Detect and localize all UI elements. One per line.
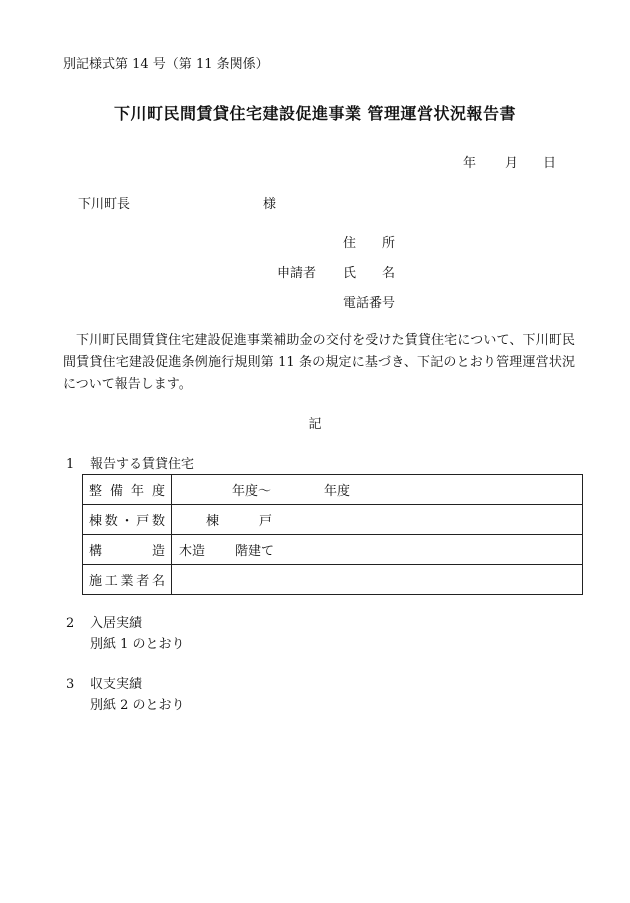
label-char: 整	[89, 484, 103, 499]
addressee-name: 下川町長	[78, 197, 131, 212]
section-1-number: 1	[66, 457, 75, 472]
unit-count-unit: 戸	[259, 514, 273, 529]
label-char: 所	[381, 236, 395, 251]
housing-info-table	[82, 474, 583, 595]
label-char: 名	[381, 266, 395, 281]
label-char: 棟	[89, 514, 103, 529]
document-title: 下川町民間賃貸住宅建設促進事業 管理運営状況報告書	[113, 104, 517, 123]
table-row	[83, 475, 583, 505]
section-2-number: 2	[66, 616, 75, 631]
table-label-cell	[83, 535, 172, 565]
label-char: 戸	[136, 514, 150, 529]
section-3-number: 3	[66, 677, 75, 692]
section-3-note: 別紙 2 のとおり	[90, 698, 185, 713]
label-char: 業	[120, 574, 134, 589]
table-row	[83, 565, 583, 595]
table-value-cell	[172, 565, 583, 595]
label-char: 名	[151, 574, 165, 589]
label-char: 度	[151, 484, 165, 499]
maintenance-year-label	[83, 480, 171, 499]
section-2-title: 入居実績	[90, 616, 143, 631]
table-label-cell	[83, 475, 172, 505]
table-row	[83, 505, 583, 535]
label-char: ・	[120, 514, 134, 529]
structure-wood-text: 木造	[179, 544, 206, 559]
structure-label	[83, 540, 171, 559]
building-unit-count-label	[83, 510, 171, 529]
form-number-label: 別記様式第 14 号（第 11 条関係）	[63, 57, 269, 72]
table-label-cell	[83, 505, 172, 535]
section-1-title: 報告する賃貸住宅	[90, 457, 195, 472]
label-char: 造	[151, 544, 165, 559]
fiscal-year-from-label: 年度～	[232, 484, 272, 499]
applicant-phone-label: 電話番号	[343, 296, 396, 311]
label-char: 備	[109, 484, 123, 499]
section-3-title: 収支実績	[90, 677, 143, 692]
addressee-honorific: 様	[263, 197, 277, 212]
fiscal-year-to-label: 年度	[324, 484, 351, 499]
applicant-role-label: 申請者	[277, 266, 317, 281]
report-body-text: 下川町民間賃貸住宅建設促進事業補助金の交付を受けた賃貸住宅について、下川町民間賃貸住宅建設促進条例施行規則第 11 条の規定に基づき、下記のとおり管理運営状況について報告します。	[63, 333, 575, 392]
label-char: 住	[343, 236, 357, 251]
building-count-unit: 棟	[206, 514, 220, 529]
applicant-name-label	[343, 267, 395, 280]
ki-heading: 記	[308, 417, 322, 432]
table-row	[83, 535, 583, 565]
label-char: 氏	[343, 266, 357, 281]
table-value-cell	[172, 535, 583, 565]
label-char: 施	[89, 574, 103, 589]
contractor-name-label	[83, 570, 171, 589]
table-label-cell	[83, 565, 172, 595]
label-char: 者	[136, 574, 150, 589]
table-value-cell	[172, 505, 583, 535]
table-value-cell	[172, 475, 583, 505]
label-char: 数	[151, 514, 165, 529]
label-char: 工	[104, 574, 118, 589]
date-year-label: 年	[463, 156, 477, 171]
section-2-note: 別紙 1 のとおり	[90, 637, 185, 652]
stories-text: 階建て	[235, 544, 275, 559]
label-char: 年	[130, 484, 144, 499]
date-month-label: 月	[505, 156, 519, 171]
date-day-label: 日	[543, 156, 557, 171]
applicant-address-label	[343, 237, 395, 250]
label-char: 構	[89, 544, 103, 559]
label-char: 数	[104, 514, 118, 529]
